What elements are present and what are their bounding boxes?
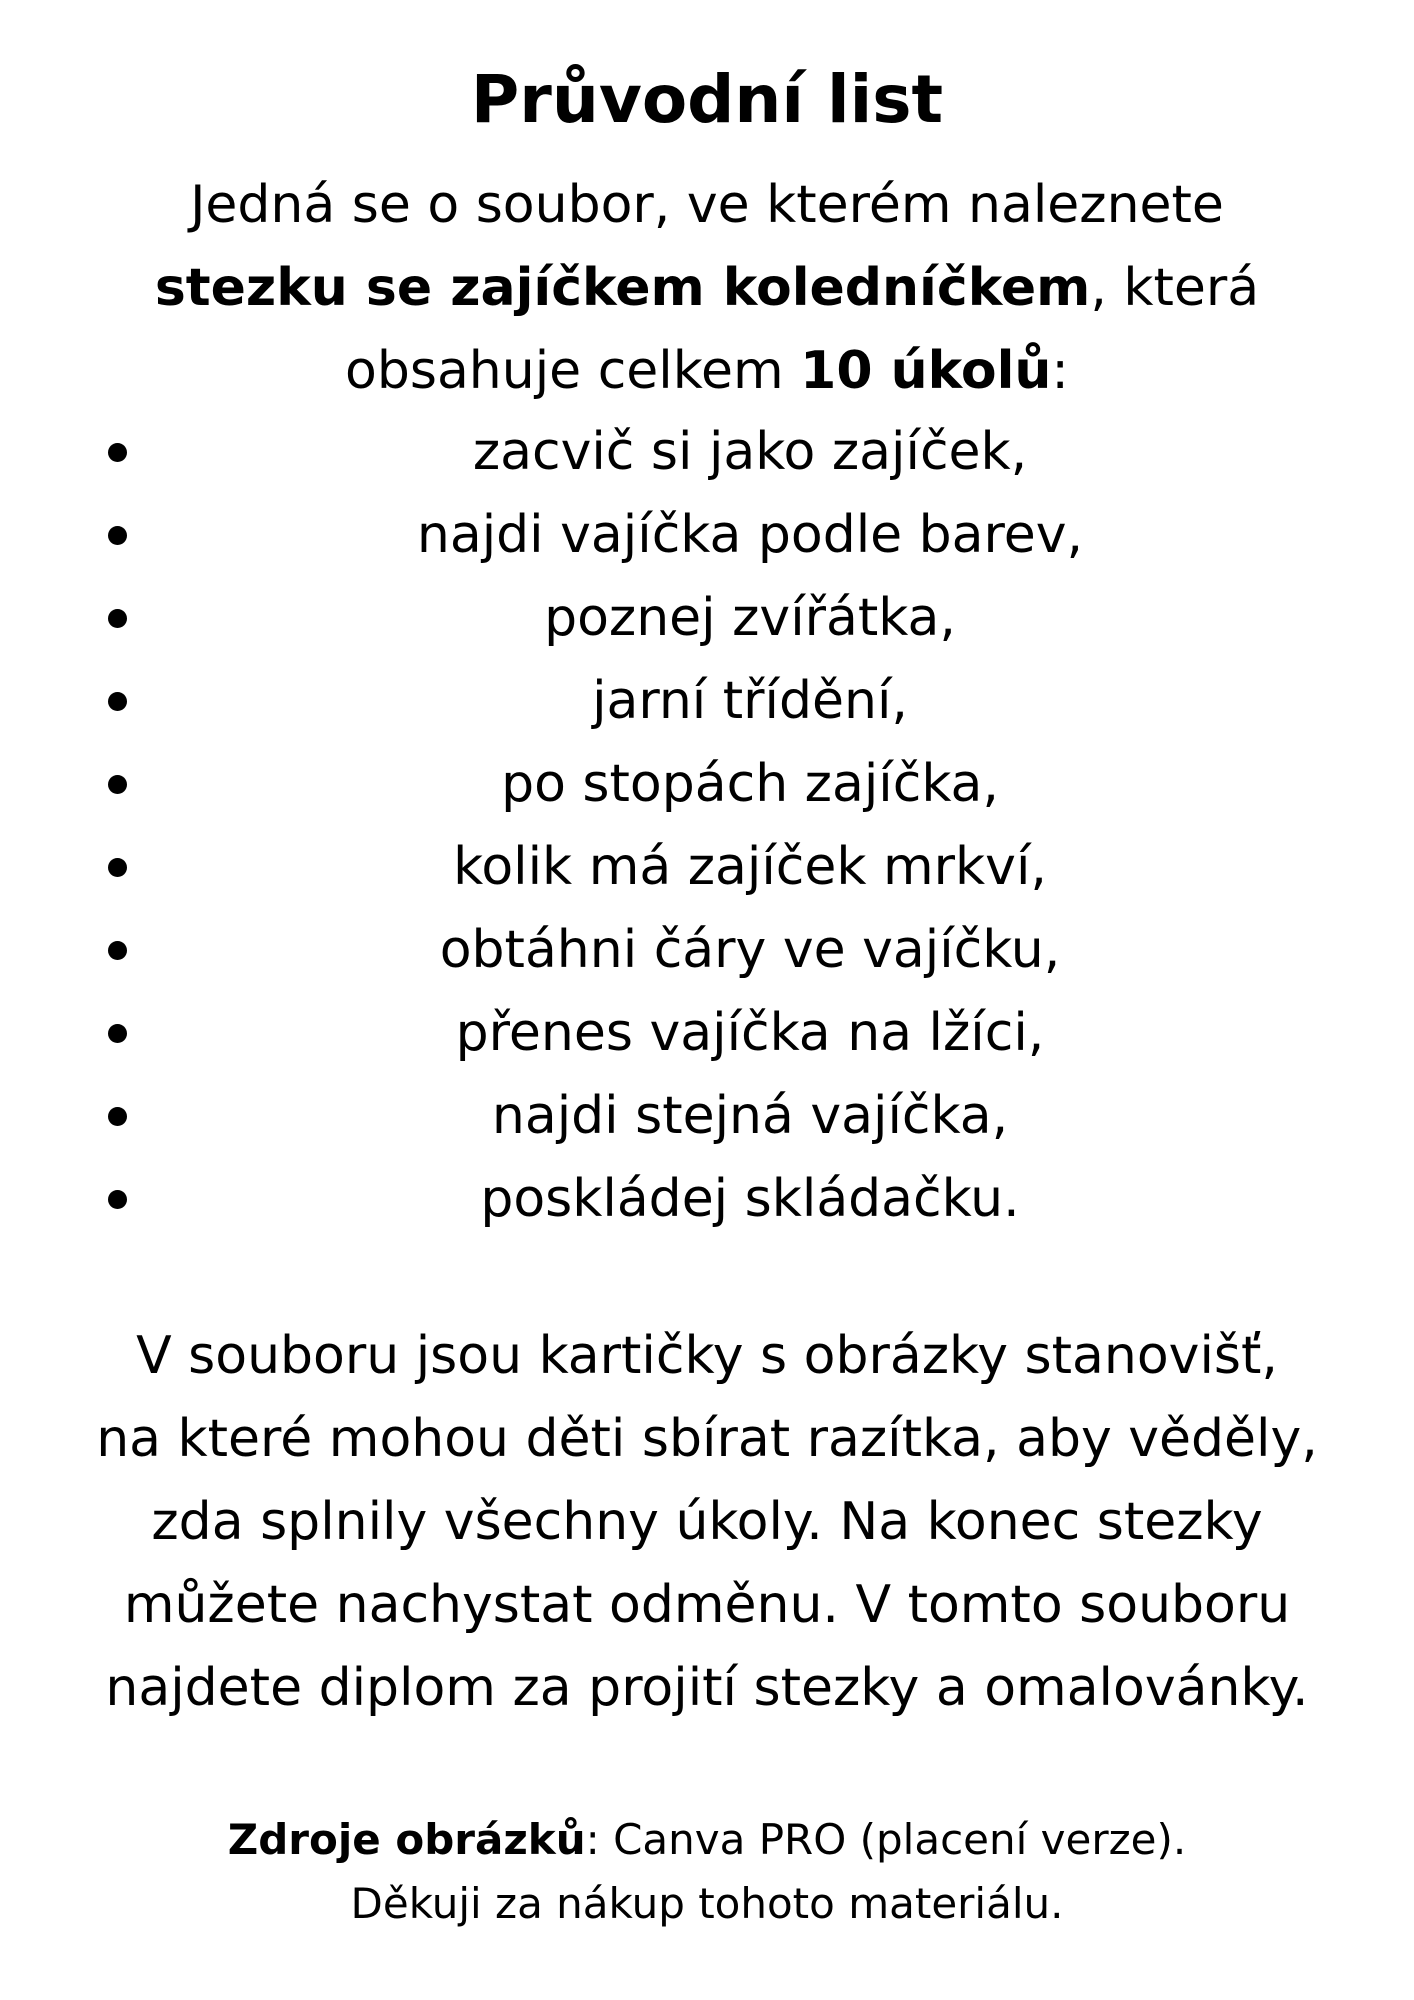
body-line: zda splnily všechny úkoly. Na konec stezky — [151, 1492, 1263, 1552]
body-line: na které mohou děti sbírat razítka, aby věděly, — [96, 1409, 1318, 1469]
intro-text-2: , která obsahuje celkem — [345, 258, 1260, 401]
task-item — [0, 1075, 1414, 1158]
intro-bold-phrase: stezku se zajíčkem koledníčkem — [154, 258, 1091, 318]
intro-text-3: : — [1051, 341, 1069, 401]
task-label: po stopách zajíčka, — [501, 754, 999, 814]
task-label: obtáhni čáry ve vajíčku, — [439, 920, 1061, 980]
task-label: jarní třídění, — [592, 671, 908, 731]
bullet-icon — [108, 526, 127, 545]
image-sources-line — [0, 1808, 1414, 1872]
task-list — [0, 411, 1414, 1241]
body-line: můžete nachystat odměnu. V tomto souboru — [123, 1575, 1291, 1635]
thanks-line: Děkuji za nákup tohoto materiálu. — [350, 1879, 1064, 1928]
task-item — [0, 992, 1414, 1075]
task-item — [0, 1158, 1414, 1241]
bullet-icon — [108, 775, 127, 794]
task-item — [0, 660, 1414, 743]
bullet-icon — [108, 941, 127, 960]
image-sources-label: Zdroje obrázků — [227, 1815, 586, 1864]
task-item — [0, 494, 1414, 577]
task-label: poskládej skládačku. — [480, 1169, 1020, 1229]
bullet-icon — [108, 1107, 127, 1126]
task-label: poznej zvířátka, — [544, 588, 956, 648]
body-paragraph — [30, 1315, 1384, 1730]
intro-paragraph — [60, 164, 1354, 413]
bullet-icon — [108, 609, 127, 628]
image-sources-text: : Canva PRO (placení verze). — [585, 1815, 1187, 1864]
intro-text-1: Jedná se o soubor, ve kterém naleznete — [190, 175, 1224, 235]
task-item — [0, 411, 1414, 494]
task-label: kolik má zajíček mrkví, — [453, 837, 1047, 897]
bullet-icon — [108, 1024, 127, 1043]
body-line: V souboru jsou kartičky s obrázky stanovišť, — [136, 1326, 1278, 1386]
task-item — [0, 909, 1414, 992]
bullet-icon — [108, 692, 127, 711]
task-item — [0, 743, 1414, 826]
footer — [0, 1808, 1414, 1936]
task-label: zacvič si jako zajíček, — [472, 422, 1028, 482]
bullet-icon — [108, 858, 127, 877]
task-label: najdi vajíčka podle barev, — [416, 505, 1084, 565]
page-title: Průvodní list — [470, 61, 944, 138]
task-label: najdi stejná vajíčka, — [491, 1086, 1009, 1146]
body-line: najdete diplom za projití stezky a omalovánky. — [105, 1658, 1309, 1718]
task-label: přenes vajíčka na lžíci, — [455, 1003, 1045, 1063]
task-item — [0, 577, 1414, 660]
bullet-icon — [108, 443, 127, 462]
intro-bold-count: 10 úkolů — [800, 341, 1052, 401]
task-item — [0, 826, 1414, 909]
bullet-icon — [108, 1190, 127, 1209]
